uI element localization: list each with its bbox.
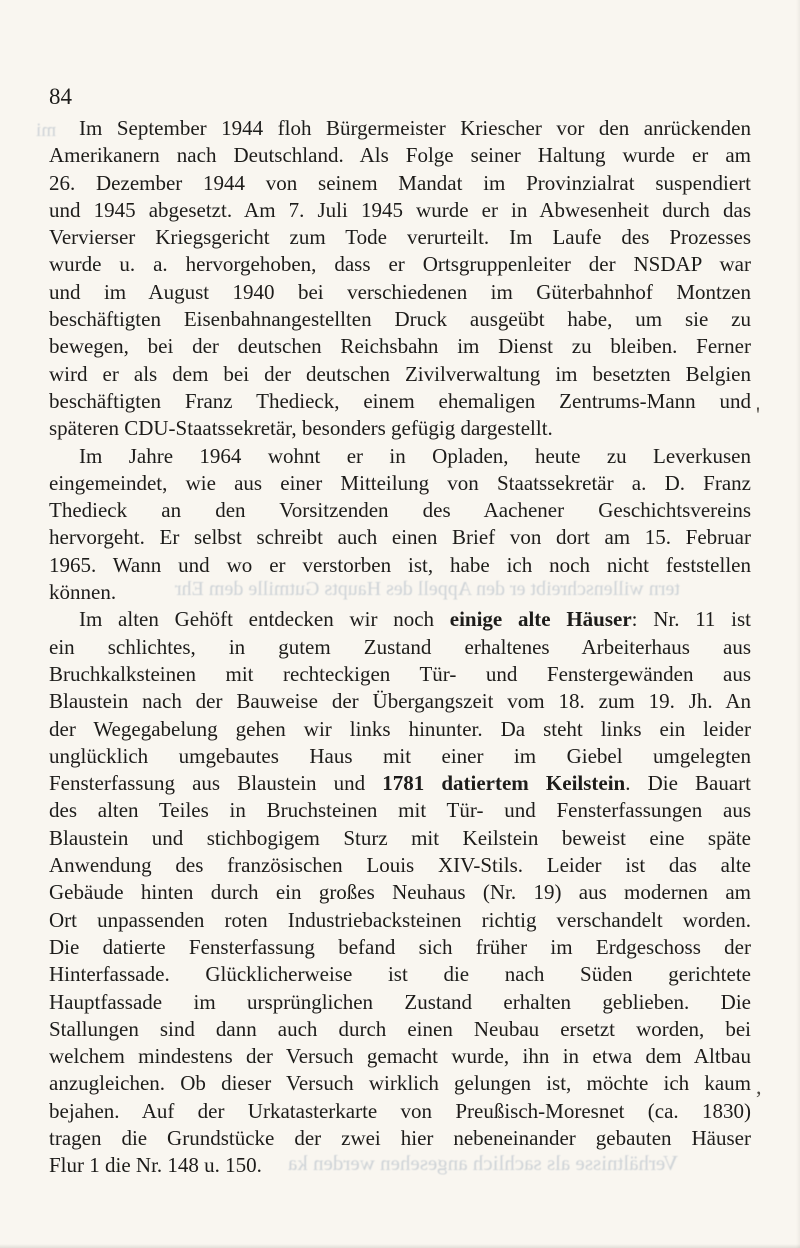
text-line: Flur 1 die Nr. 148 u. 150.	[49, 1153, 262, 1178]
text-line: 1965. Wann und wo er verstorben ist, habe ich noch nicht feststellen	[49, 552, 751, 577]
text-line: anzugleichen. Ob dieser Versuch wirklich gelungen ist, möchte ich kaum	[49, 1071, 751, 1096]
text-line: Anwendung des französischen Louis XIV-Stils. Leider ist das alte	[49, 853, 751, 878]
text-line: Stallungen sind dann auch durch einen Neubau ersetzt worden, bei	[49, 1016, 751, 1041]
bleed-through-text: mi	[36, 120, 57, 141]
text-line: Ort unpassenden roten Industriebacksteinen richtig verschandelt worden.	[49, 907, 751, 932]
page-number: 84	[49, 84, 72, 109]
ink-speck: '	[756, 402, 760, 427]
text-line: und 1945 abgesetzt. Am 7. Juli 1945 wurde er in Abwesenheit durch das	[49, 197, 751, 222]
text-line: Hinterfassade. Glücklicherweise ist die nach Süden gerichtete	[49, 962, 751, 987]
text-line: wird er als dem bei der deutschen Zivilverwaltung im besetzten Belgien	[49, 361, 751, 386]
page-edge-shadow-right	[796, 0, 800, 1248]
text-line: tragen die Grundstücke der zwei hier nebeneinander gebauten Häuser	[49, 1125, 751, 1150]
bold-emphasis: einige alte Häuser	[449, 607, 632, 632]
text-line: Amerikanern nach Deutschland. Als Folge seiner Haltung wurde er am	[49, 143, 751, 168]
text-line: späteren CDU-Staatssekretär, besonders gefügig dargestellt.	[49, 416, 553, 441]
text-line: des alten Teiles in Bruchsteinen mit Tür- und Fensterfassungen aus	[49, 798, 751, 823]
text-line: beschäftigten Franz Thedieck, einem ehemaligen Zentrums-Mann und	[49, 388, 751, 413]
text-line: Hauptfassade im ursprünglichen Zustand erhalten geblieben. Die	[49, 989, 751, 1014]
text-line: Fensterfassung aus Blaustein und 1781 datiertem Keilstein. Die Bauart	[49, 771, 751, 796]
text-line: unglücklich umgebautes Haus mit einer im Giebel umgelegten	[49, 743, 751, 768]
text-line: hervorgeht. Er selbst schreibt auch einen Brief von dort am 15. Februar	[49, 525, 751, 550]
text-line: Blaustein und stichbogigem Sturz mit Keilstein beweist eine späte	[49, 825, 751, 850]
ink-speck: ,	[756, 1074, 762, 1099]
bold-emphasis: 1781 datiertem Keilstein	[382, 771, 626, 796]
text-line: wurde u. a. hervorgehoben, dass er Ortsgruppenleiter der NSDAP war	[49, 252, 751, 277]
paragraph	[49, 443, 751, 607]
text-line: 26. Dezember 1944 von seinem Mandat im Provinzialrat suspendiert	[49, 170, 751, 195]
text-line: Thedieck an den Vorsitzenden des Aachener Geschichtsvereins	[49, 498, 751, 523]
text-line: beschäftigten Eisenbahnangestellten Druck ausgeübt habe, um sie zu	[49, 307, 751, 332]
text-line: können.	[49, 580, 117, 605]
text-line: Bruchkalksteinen mit rechteckigen Tür- und Fenstergewänden aus	[49, 661, 751, 686]
body-text-block	[49, 115, 751, 1180]
text-line: und im August 1940 bei verschiedenen im Güterbahnhof Montzen	[49, 279, 751, 304]
text-line: Im September 1944 floh Bürgermeister Kriescher vor den anrückenden	[79, 116, 751, 140]
page-edge-shadow-bottom	[0, 1244, 800, 1248]
bleed-through-text: tern willenschreibt er den Appell des Haupts Gutmille dem Ehr	[175, 578, 680, 600]
text-line: eingemeindet, wie aus einer Mitteilung von Staatssekretär a. D. Franz	[49, 470, 751, 495]
text-line: Gebäude hinten durch ein großes Neuhaus (Nr. 19) aus modernen am	[49, 880, 751, 905]
text-line: Vervierser Kriegsgericht zum Tode verurteilt. Im Laufe des Prozesses	[49, 225, 751, 250]
text-line: bewegen, bei der deutschen Reichsbahn im Dienst zu bleiben. Ferner	[49, 334, 751, 359]
paragraph	[49, 115, 751, 443]
bleed-through-text: Verhältnisse als sachlich angesehen werden ka	[288, 1151, 679, 1175]
text-line: bejahen. Auf der Urkatasterkarte von Preußisch-Moresnet (ca. 1830)	[49, 1098, 751, 1123]
text-line: ein schlichtes, in gutem Zustand erhaltenes Arbeiterhaus aus	[49, 634, 751, 659]
text-line: Blaustein nach der Bauweise der Übergangszeit vom 18. zum 19. Jh. An	[49, 689, 751, 714]
paragraph	[49, 606, 751, 1179]
text-line: Im alten Gehöft entdecken wir noch einige alte Häuser: Nr. 11 ist	[79, 607, 751, 632]
text-line: Die datierte Fensterfassung befand sich früher im Erdgeschoss der	[49, 934, 751, 959]
text-line: der Wegegabelung gehen wir links hinunter. Da steht links ein leider	[49, 716, 751, 741]
text-line: welchem mindestens der Versuch gemacht wurde, ihn in etwa dem Altbau	[49, 1044, 751, 1069]
text-line: Im Jahre 1964 wohnt er in Opladen, heute zu Leverkusen	[79, 443, 751, 468]
